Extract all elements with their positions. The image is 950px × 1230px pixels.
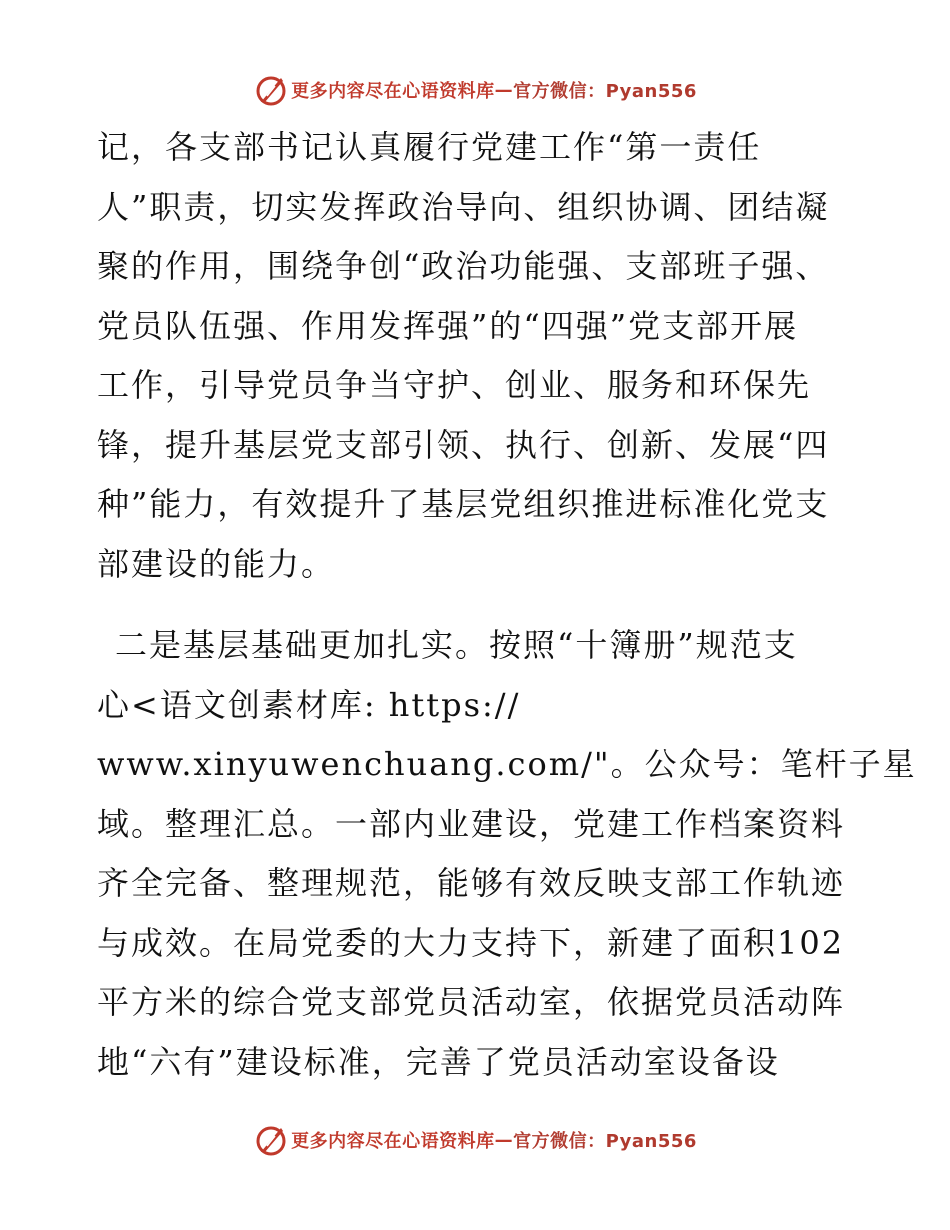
paragraph-gap (97, 594, 857, 616)
text-line: 二是基层基础更加扎实。按照“十簿册”规范支 (115, 626, 798, 664)
footer-banner (0, 1120, 950, 1160)
paragraph-1 (97, 118, 857, 594)
paragraph-2 (97, 616, 917, 1092)
text-line: 平方米的综合党支部党员活动室，依据党员活动阵 (97, 983, 846, 1021)
text-line: 部建设的能力。 (97, 544, 336, 583)
text-line: 聚的作用，围绕争创“政治功能强、支部班子强、 (97, 247, 830, 285)
text-line: 域。整理汇总。一部内业建设，党建工作档案资料 (97, 804, 846, 843)
text-line: 人”职责，切实发挥政治导向、组织协调、团结凝 (97, 187, 830, 226)
text-line: 工作，引导党员争当守护、创业、服务和环保先 (97, 366, 812, 404)
banner-wechat-text: 官方微信：Pyan556 (513, 81, 697, 102)
text-line: 记，各支部书记认真履行党建工作“第一责任 (97, 128, 762, 166)
feather-pen-logo-icon (253, 72, 289, 108)
text-line: www.xinyuwenchuang.com/"。公众号：笔杆子星 (97, 745, 917, 783)
text-line: 种”能力，有效提升了基层党组织推进标准化党支 (97, 485, 830, 523)
banner-main-text: 更多内容尽在心语资料库 (291, 81, 495, 102)
header-banner (0, 70, 950, 110)
banner-dash: — (494, 79, 514, 101)
text-line: 锋，提升基层党支部引领、执行、创新、发展“四 (97, 425, 830, 464)
text-line: 齐全完备、整理规范，能够有效反映支部工作轨迹 (97, 864, 846, 902)
banner-main-text: 更多内容尽在心语资料库 (291, 1131, 495, 1152)
banner-wechat-text: 官方微信：Pyan556 (513, 1131, 697, 1152)
text-line: 心<语文创素材库: https:// (97, 685, 521, 724)
feather-pen-logo-icon (253, 1122, 289, 1158)
text-line: 与成效。在局党委的大力支持下，新建了面积102 (97, 923, 845, 962)
text-line: 地“六有”建设标准，完善了党员活动室设备设 (97, 1042, 780, 1081)
text-line: 党员队伍强、作用发挥强”的“四强”党支部开展 (97, 306, 799, 345)
banner-dash: — (494, 1129, 514, 1151)
document-body (97, 118, 917, 1092)
